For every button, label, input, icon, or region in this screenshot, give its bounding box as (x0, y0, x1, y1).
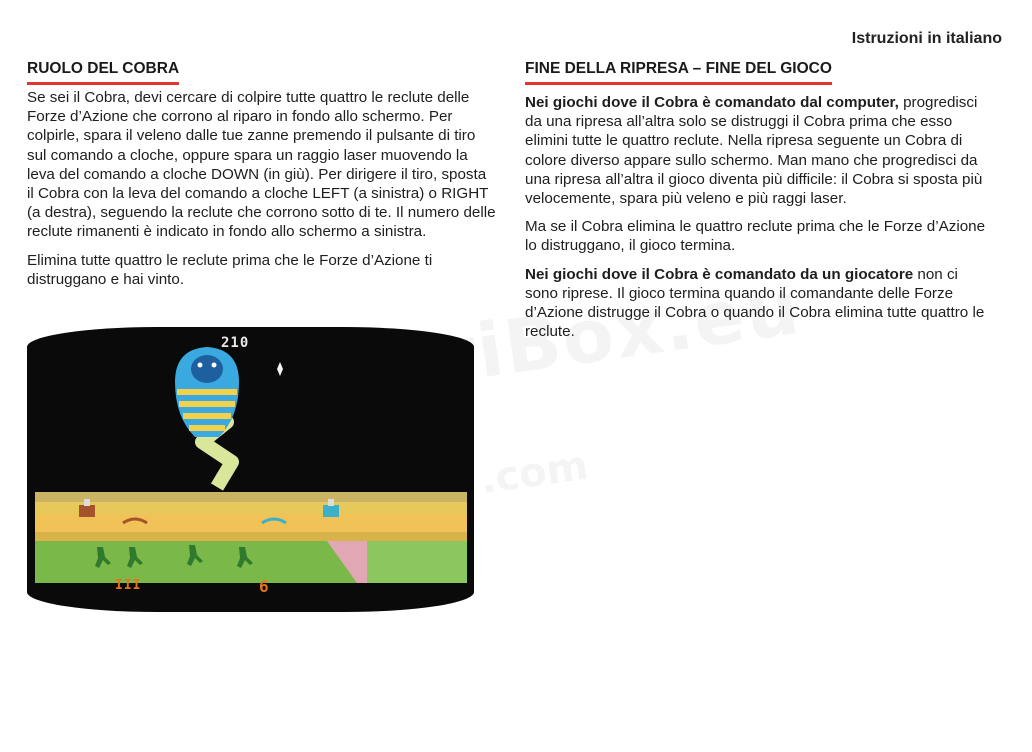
cobra-eye-left (198, 363, 203, 368)
turret-right-cap (328, 499, 334, 506)
band-3 (35, 514, 467, 532)
end-game-paragraph-3 (525, 265, 990, 342)
left-column (27, 88, 497, 298)
game-scene (27, 327, 474, 612)
band-2 (35, 502, 467, 514)
player-cobra-lead: Nei giochi dove il Cobra è comandato da un giocatore (525, 265, 914, 283)
band-1 (35, 492, 467, 502)
cobra-role-paragraph-2: Elimina tutte quattro le reclute prima che le Forze d’Azione ti distruggano e hai vinto. (27, 251, 433, 288)
end-game-paragraph-2: Ma se il Cobra elimina le quattro reclute prima che le Forze d’Azione lo distruggano, il gioco termina. (525, 218, 986, 255)
cobra-role-paragraph-1: Se sei il Cobra, devi cercare di colpire tutte quattro le reclute delle Forze d’Azione che corrono al riparo in fondo allo schermo. Per colpirle, spara il veleno dalle tue zanne premendo il pulsante di tiro sul comando a cloche, oppure spara un raggio laser muovendo la leva del comando a cloche DOWN (in giù). Per dirigere il tiro, sposta il Cobra con la leva del comando a cloche LEFT (a sinistra) o RIGHT (a destra), seguendo la reclute che corrono sotto di te. Il numero delle reclute rimanenti è indicato in fondo allo schermo a sinistra. (27, 89, 496, 241)
score-display: 210 (221, 335, 250, 351)
player-cobra-text: non ci sono riprese. Il gioco termina quando il comandante delle Forze d’Azione distrugge il Cobra o quando il Cobra elimina tutte quattro le reclute. (525, 265, 985, 341)
recruits-remaining-indicator: III (115, 578, 142, 593)
section-heading-end-of-game: FINE DELLA RIPRESA – FINE DEL GIOCO (525, 60, 832, 82)
cobra-eye-right (212, 363, 217, 368)
section-heading-cobra-role: RUOLO DEL COBRA (27, 60, 179, 82)
end-game-paragraph-1 (525, 93, 990, 208)
watermark-domain (477, 443, 590, 504)
turret-left-cap (84, 499, 90, 506)
laser-spark (277, 362, 283, 376)
computer-cobra-lead: Nei giochi dove il Cobra è comandato dal computer, (525, 94, 899, 111)
lives-indicator: 6 (259, 577, 269, 596)
turret-left (79, 505, 95, 517)
right-column (525, 93, 990, 350)
page-header: Istruzioni in italiano (851, 30, 1002, 47)
game-screenshot (27, 327, 474, 612)
computer-cobra-text: progredisci da una ripresa all’altra solo se distruggi il Cobra prima che esso elimini tutte le quattro reclute. Nella ripresa seguente un Cobra di colore diverso appare sullo schermo. Man mano che progredisci da una ripresa all’altra il gioco diventa più difficile: il Cobra si sposta più velocemente, spara più veleno e più raggi laser. (525, 94, 983, 208)
cobra-head (191, 355, 223, 383)
turret-right (323, 505, 339, 517)
shelter-grass (367, 541, 467, 583)
